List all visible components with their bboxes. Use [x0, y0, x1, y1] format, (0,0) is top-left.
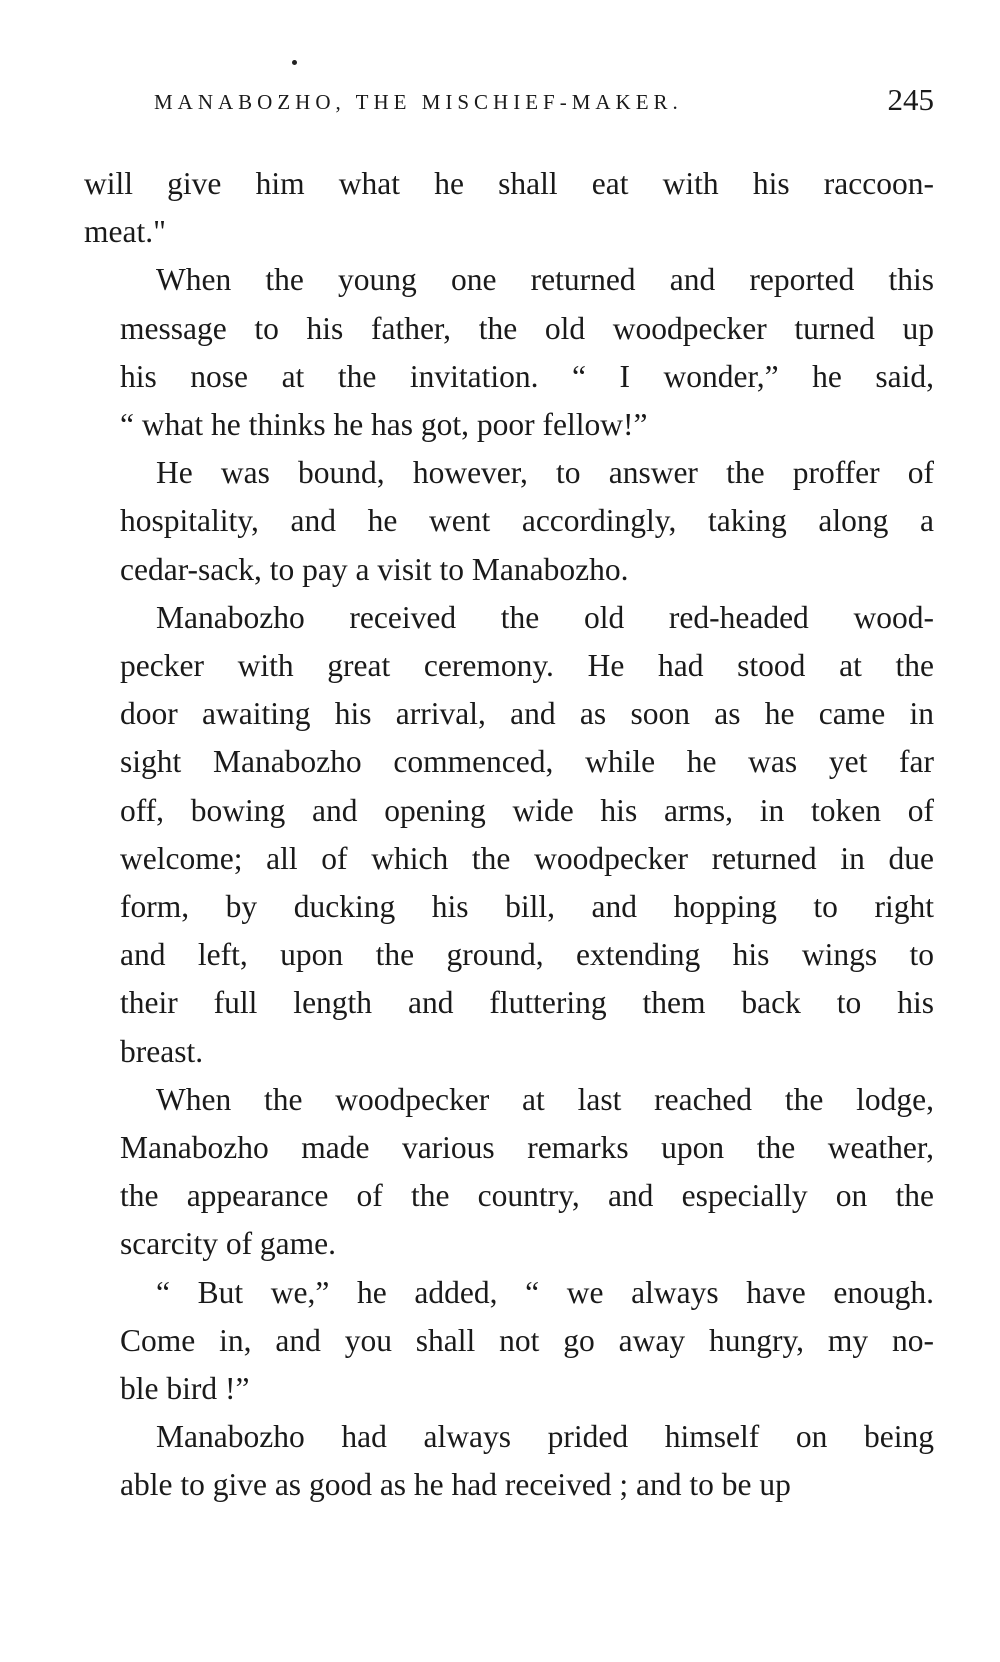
- text-line: ble bird !”: [120, 1371, 250, 1407]
- text-line: “ what he thinks he has got, poor fellow!”: [120, 407, 648, 443]
- text-line: “ But we,” he added, “ we always have enough.: [156, 1274, 934, 1310]
- text-line: pecker with great ceremony. He had stood at the: [120, 648, 934, 684]
- page-number: 245: [887, 82, 934, 117]
- text-line: hospitality, and he went accordingly, taking along a: [120, 503, 934, 539]
- text-line: able to give as good as he had received ; and to be up: [120, 1467, 791, 1503]
- text-line: sight Manabozho commenced, while he was yet far: [120, 744, 934, 780]
- paragraph: [84, 256, 934, 449]
- text-line: breast.: [120, 1033, 204, 1069]
- text-line: cedar-sack, to pay a visit to Manabozho.: [120, 551, 629, 587]
- text-line: the appearance of the country, and especially on the: [120, 1178, 934, 1214]
- text-line: their full length and fluttering them back to his: [120, 985, 934, 1021]
- text-line: door awaiting his arrival, and as soon as he came in: [120, 696, 934, 732]
- text-line: will give him what he shall eat with his raccoon-: [84, 166, 934, 201]
- text-line: Manabozho made various remarks upon the weather,: [120, 1130, 934, 1166]
- text-line: message to his father, the old woodpecker turned up: [120, 310, 934, 346]
- text-line: Come in, and you shall not go away hungry, my no-: [120, 1322, 934, 1358]
- text-line: welcome; all of which the woodpecker returned in due: [120, 840, 934, 876]
- paragraph: [84, 160, 934, 256]
- paragraph: [84, 1413, 934, 1509]
- ink-speck: [292, 60, 297, 65]
- paragraph: [84, 449, 934, 594]
- text-line: He was bound, however, to answer the proffer of: [156, 455, 934, 491]
- text-line: scarcity of game.: [120, 1226, 337, 1262]
- book-page: [84, 60, 934, 1510]
- text-line: When the woodpecker at last reached the lodge,: [156, 1081, 934, 1117]
- text-line: Manabozho had always prided himself on being: [156, 1419, 934, 1455]
- text-line: When the young one returned and reported this: [156, 262, 934, 298]
- text-line: off, bowing and opening wide his arms, in token of: [120, 792, 934, 828]
- running-title: MANABOZHO, THE MISCHIEF-MAKER.: [154, 90, 683, 114]
- text-line: form, by ducking his bill, and hopping to right: [120, 889, 934, 925]
- text-line: and left, upon the ground, extending his wings to: [120, 937, 934, 973]
- body-text: [84, 160, 934, 1510]
- text-line: meat.": [84, 214, 166, 250]
- paragraph: [84, 594, 934, 1076]
- paragraph: [84, 1269, 934, 1414]
- text-line: his nose at the invitation. “ I wonder,” he said,: [120, 358, 934, 394]
- paragraph: [84, 1076, 934, 1269]
- page-header: [84, 60, 934, 116]
- text-line: Manabozho received the old red-headed wood-: [156, 599, 934, 635]
